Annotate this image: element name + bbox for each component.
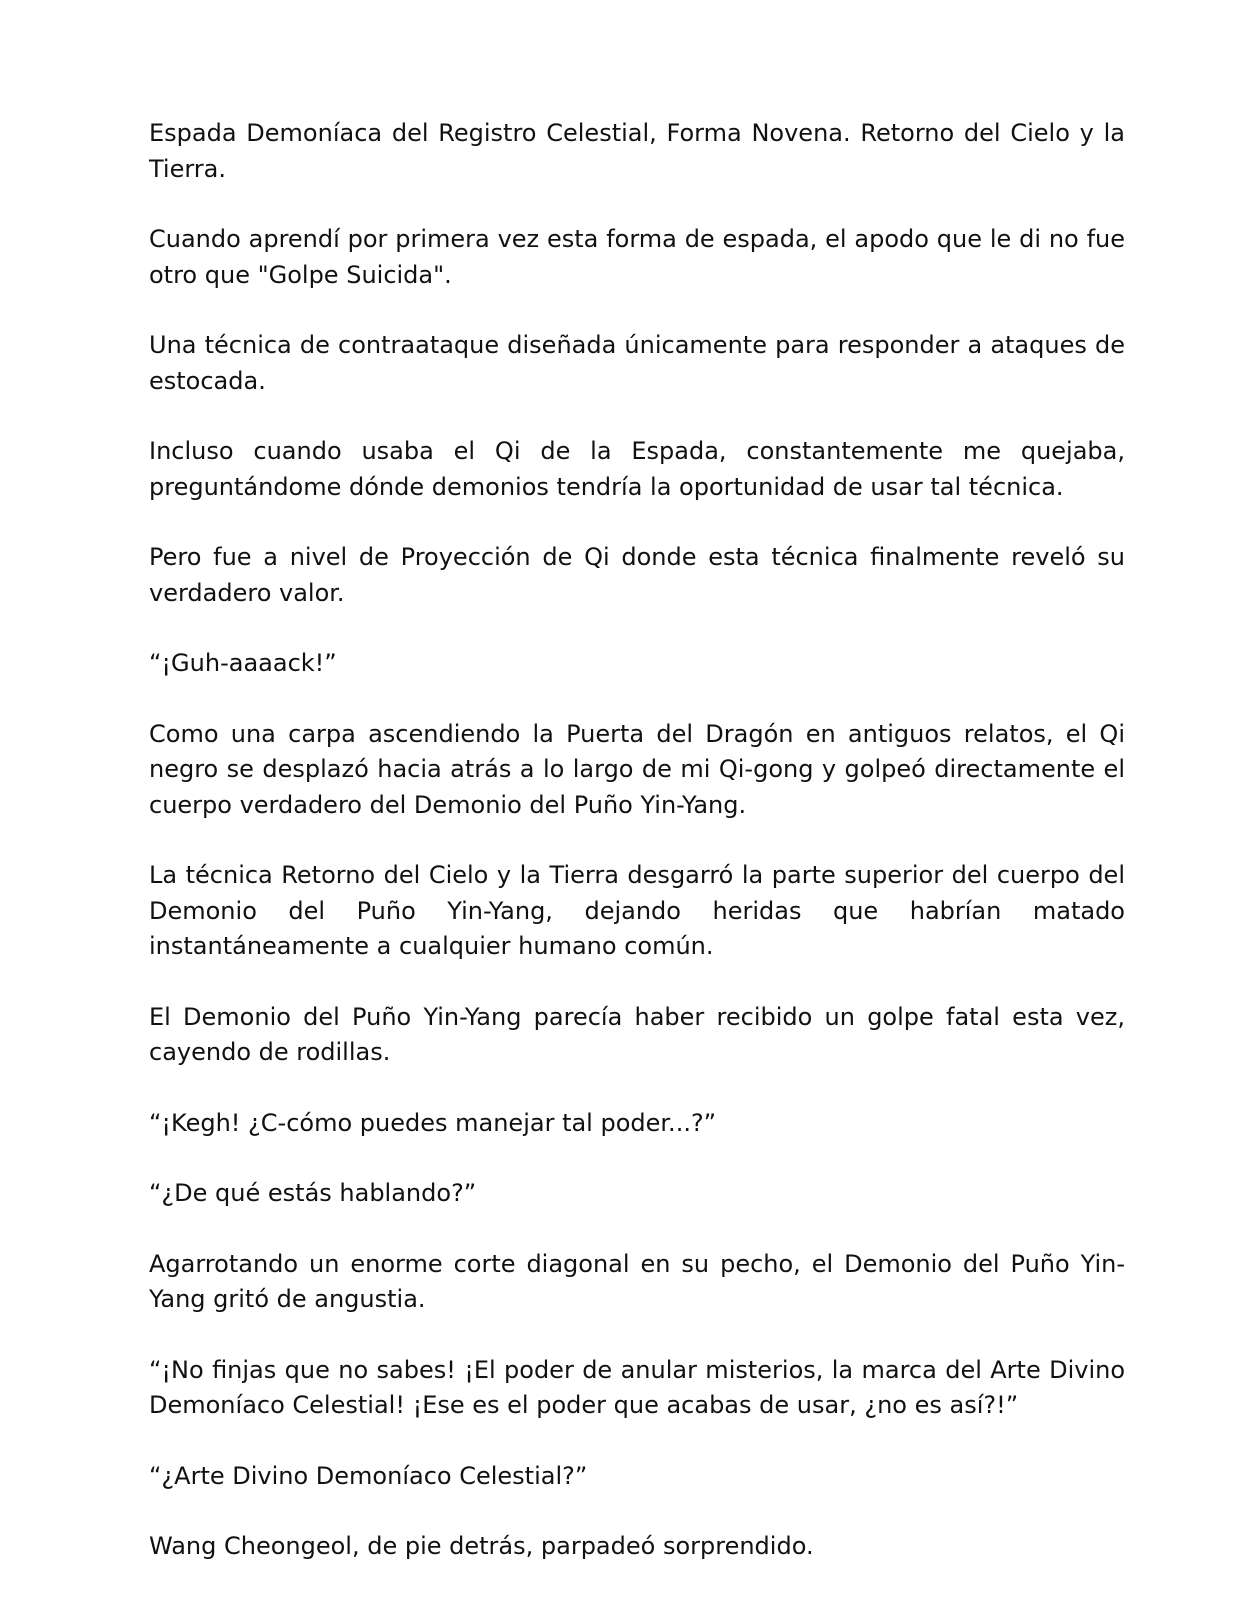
paragraph: Wang Cheongeol, de pie detrás, parpadeó sorprendido. — [149, 1532, 814, 1560]
dialogue-line: “¿De qué estás hablando?” — [149, 1179, 477, 1207]
paragraph: El Demonio del Puño Yin-Yang parecía haber recibido un golpe fatal esta vez, cayendo de rodillas. — [149, 1002, 1125, 1066]
document-body — [149, 116, 1125, 1565]
dialogue-line: “¡Guh-aaaack!” — [149, 649, 337, 677]
paragraph: La técnica Retorno del Cielo y la Tierra desgarró la parte superior del cuerpo del Demonio del Puño Yin-Yang, dejando heridas que habrían matado instantáneamente a cualquier humano común. — [149, 861, 1125, 960]
dialogue-line: “¡Kegh! ¿C-cómo puedes manejar tal poder...?” — [149, 1108, 717, 1137]
paragraph: Incluso cuando usaba el Qi de la Espada, constantemente me quejaba, preguntándome dónde demonios tendría la oportunidad de usar tal técnica. — [149, 437, 1125, 501]
paragraph: Como una carpa ascendiendo la Puerta del Dragón en antiguos relatos, el Qi negro se desplazó hacia atrás a lo largo de mi Qi-gong y golpeó directamente el cuerpo verdadero del Demonio del Puño Yin-Yang. — [149, 719, 1125, 819]
dialogue-line: “¿Arte Divino Demoníaco Celestial?” — [149, 1461, 588, 1490]
paragraph: Espada Demoníaca del Registro Celestial, Forma Novena. Retorno del Cielo y la Tierra. — [149, 119, 1125, 183]
dialogue-line: “¡No finjas que no sabes! ¡El poder de anular misterios, la marca del Arte Divino Demoníaco Celestial! ¡Ese es el poder que acabas de usar, ¿no es así?!” — [149, 1355, 1125, 1419]
paragraph: Cuando aprendí por primera vez esta forma de espada, el apodo que le di no fue otro que "Golpe Suicida". — [149, 225, 1125, 289]
paragraph: Pero fue a nivel de Proyección de Qi donde esta técnica finalmente reveló su verdadero valor. — [149, 543, 1125, 607]
paragraph: Una técnica de contraataque diseñada únicamente para responder a ataques de estocada. — [149, 331, 1125, 395]
paragraph: Agarrotando un enorme corte diagonal en su pecho, el Demonio del Puño Yin-Yang gritó de angustia. — [149, 1249, 1125, 1313]
